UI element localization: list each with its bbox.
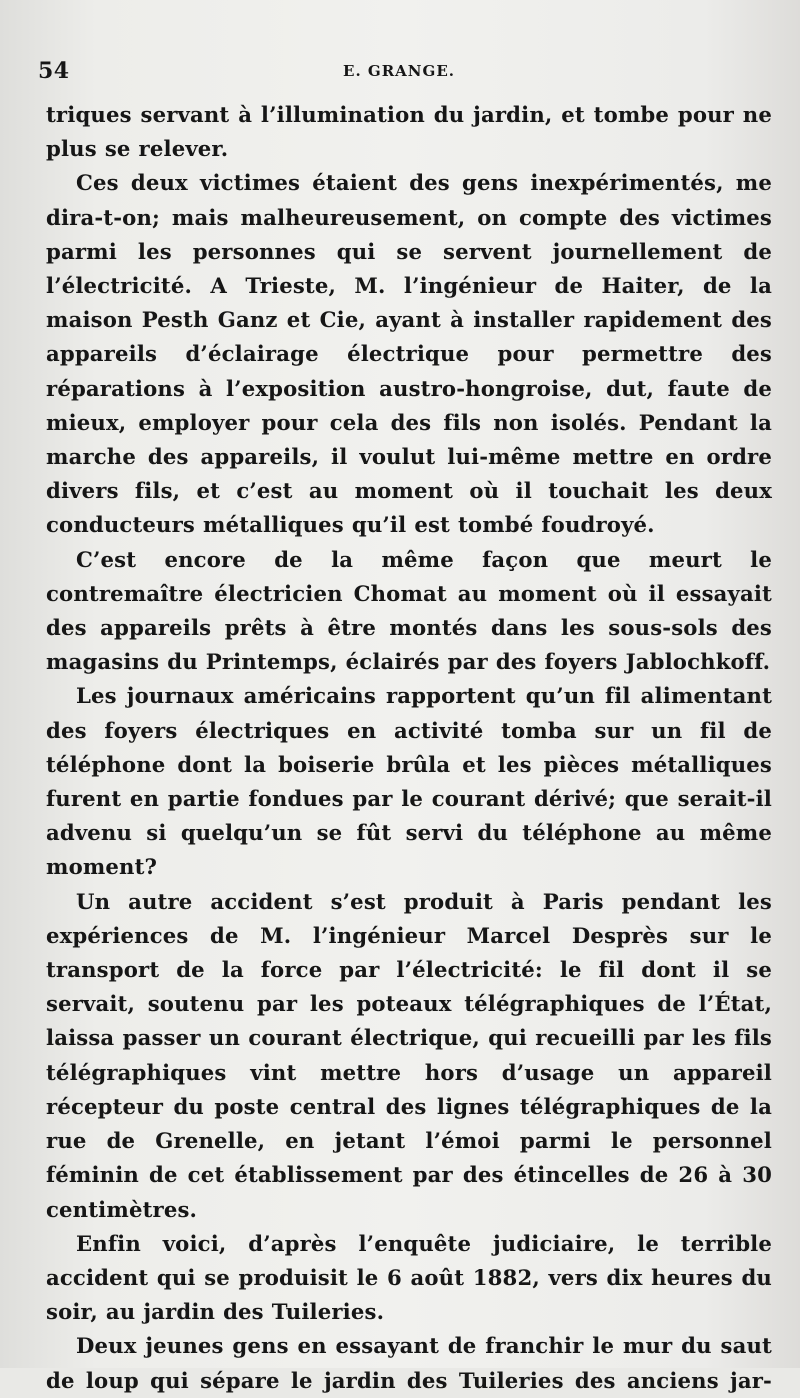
paragraph-2: Ces deux victimes étaient des gens inexpérimentés, me dira-t-on; mais malheureusement, on compte des victimes parmi les personnes qui se servent journellement de l’électricité. A Trieste, M. l’ingénieur de Haiter, de la maison Pesth Ganz et Cie, ayant à installer rapidement des appareils d’éclairage électrique pour permettre des réparations à l’exposition austro-hongroise, dut, faute de mieux, employer pour cela des fils non isolés. Pendant la marche des appareils, il voulut lui-même mettre en ordre divers fils, et c’est au moment où il touchait les deux conducteurs métalliques qu’il est tombé foudroyé. (46, 170, 772, 538)
page-header (38, 58, 760, 90)
paragraph-1: triques servant à l’illumination du jardin, et tombe pour ne plus se relever. (46, 102, 772, 162)
paragraph-5: Un autre accident s’est produit à Paris pendant les expériences de M. l’ingénieur Marcel Desprès sur le transport de la force par l’électricité: le fil dont il se servait, soutenu par les poteaux télégraphiques de l’État, laissa passer un courant électrique, qui recueilli par les fils télégraphiques vint mettre hors d’usage un appareil récepteur du poste central des lignes télégraphiques de la rue de Grenelle, en jetant l’émoi parmi le personnel féminin de cet établissement par des étincelles de 26 à 30 centimètres. (46, 888, 772, 1222)
paragraph-7: Deux jeunes gens en essayant de franchir le mur du saut de loup qui sépare le jardin des Tuileries des anciens jar- (46, 1333, 772, 1393)
paragraph-6: Enfin voici, d’après l’enquête judiciaire, le terrible accident qui se produisit le 6 août 1882, vers dix heures du soir, au jardin des Tuileries. (46, 1230, 772, 1325)
paragraph-4: Les journaux américains rapportent qu’un fil alimentant des foyers électriques en activité tomba sur un fil de téléphone dont la boiserie brûla et les pièces métalliques furent en partie fondues par le courant dérivé; que serait-il advenu si quelqu’un se fût servi du téléphone au même moment? (46, 683, 772, 880)
page-number: 54 (38, 58, 70, 84)
body-text (46, 98, 772, 1398)
running-head: E. GRANGE. (343, 62, 455, 80)
paragraph-3: C’est encore de la même façon que meurt le contremaître électricien Chomat au moment où il essayait des appareils prêts à être montés dans les sous-sols des magasins du Printemps, éclairés par des foyers Jablochkoff. (46, 546, 772, 675)
